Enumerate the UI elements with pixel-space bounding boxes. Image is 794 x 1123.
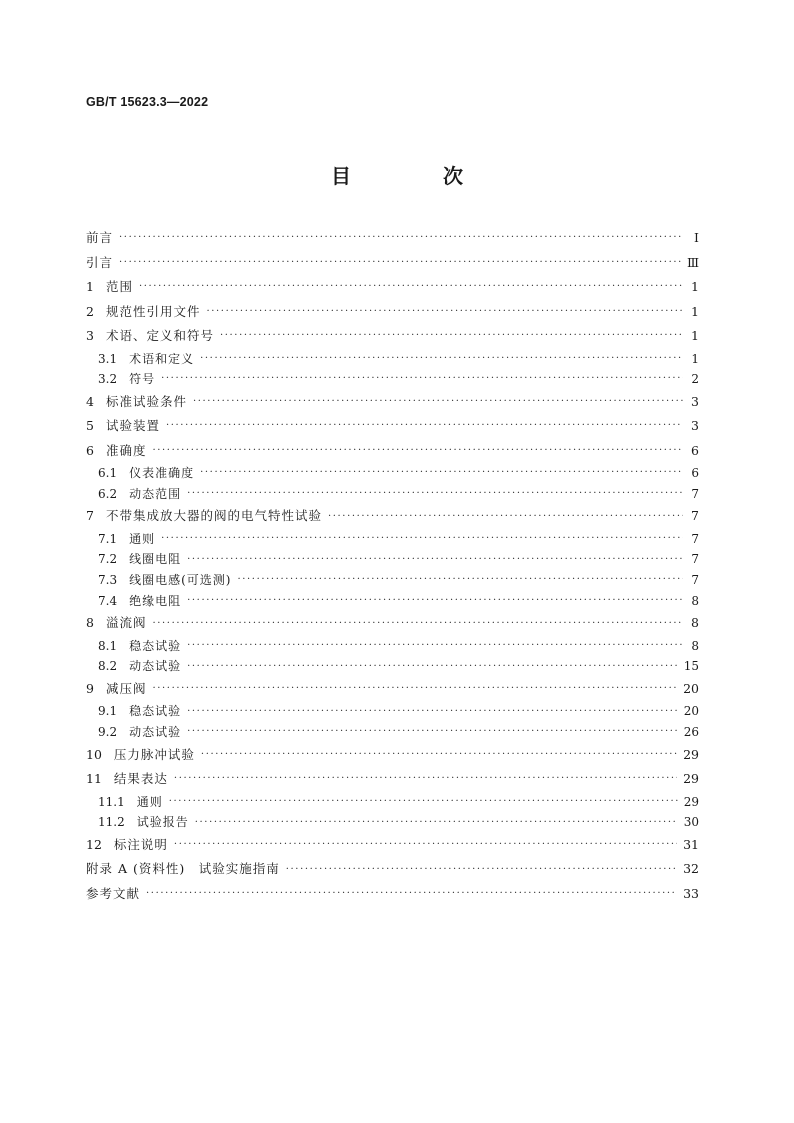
- toc-entry-label: 前言: [86, 230, 114, 245]
- toc-entry-number: 11.2: [98, 815, 125, 830]
- toc-entry-label: 试验装置: [105, 418, 160, 434]
- toc-entry-number: 6: [86, 442, 94, 458]
- dot-leader: [187, 591, 683, 611]
- dot-leader: [161, 529, 683, 549]
- dot-leader: [220, 326, 683, 346]
- toc-entry[interactable]: [86, 504, 699, 529]
- dot-leader: [195, 813, 678, 833]
- toc-entry[interactable]: [86, 656, 699, 677]
- toc-entry-label: 参考文献: [86, 885, 141, 901]
- toc-entry-page: 7: [691, 573, 699, 588]
- toc-entry[interactable]: [86, 463, 699, 484]
- toc-entry-page: Ⅰ: [694, 230, 699, 245]
- toc-entry[interactable]: [86, 812, 699, 833]
- dot-leader: [166, 416, 683, 436]
- toc-entry-page: 7: [691, 531, 699, 546]
- toc-entry-label: 减压阀: [105, 680, 147, 696]
- toc-entry[interactable]: [86, 439, 699, 464]
- toc-entry-label: 标注说明: [113, 836, 168, 852]
- toc-entry-page: 29: [683, 771, 699, 787]
- toc-entry[interactable]: [86, 636, 699, 657]
- document-code: GB/T 15623.3—2022: [86, 95, 209, 109]
- dot-leader: [169, 792, 678, 812]
- toc-entry-number: 7.1: [98, 531, 118, 546]
- toc-entry[interactable]: [86, 226, 699, 251]
- toc-entry-label: 溢流阀: [105, 615, 147, 631]
- toc-entry[interactable]: [86, 722, 699, 743]
- toc-entry-label: 稳态试验: [129, 704, 182, 719]
- toc-entry[interactable]: [86, 529, 699, 550]
- toc-entry-page: 26: [683, 725, 699, 740]
- dot-leader: [187, 484, 683, 504]
- toc-entry-label: 附录 A (资料性) 试验实施指南: [86, 861, 280, 877]
- toc-entry-label: 术语、定义和符号: [105, 328, 214, 343]
- toc-entry-page: 7: [691, 552, 699, 567]
- toc-entry-label: 绝缘电阻: [129, 593, 182, 608]
- toc-entry-number: 2: [86, 303, 94, 319]
- toc-entry[interactable]: [86, 677, 699, 702]
- toc-entry-page: 3: [691, 393, 699, 409]
- toc-entry-page: 29: [683, 794, 699, 809]
- toc-entry-page: 30: [683, 815, 699, 830]
- toc-entry-number: 3.1: [98, 351, 118, 366]
- toc-entry-page: 1: [691, 279, 699, 294]
- dot-leader: [174, 835, 677, 855]
- toc-entry-page: 20: [683, 680, 699, 696]
- toc-entry-label: 压力脉冲试验: [113, 746, 195, 762]
- toc-entry-number: 11.1: [98, 794, 125, 809]
- toc-entry-number: 6.2: [98, 486, 118, 501]
- toc-entry-label: 线圈电感(可选测): [129, 573, 232, 588]
- toc-entry-number: 3.2: [98, 372, 118, 387]
- dot-leader: [201, 745, 677, 765]
- toc-entry-number: 8.1: [98, 638, 118, 653]
- dot-leader: [237, 570, 683, 590]
- dot-leader: [200, 463, 683, 483]
- toc-entry-label: 规范性引用文件: [105, 303, 201, 319]
- toc-entry-page: 6: [691, 442, 699, 458]
- toc-entry[interactable]: [86, 275, 699, 300]
- toc-entry-label: 准确度: [105, 442, 147, 458]
- dot-leader: [200, 349, 683, 369]
- toc-entry-page: 1: [691, 303, 699, 319]
- toc-entry-number: 7: [86, 508, 94, 524]
- toc-entry-page: 33: [683, 885, 699, 901]
- table-of-contents: [86, 226, 699, 906]
- toc-entry-number: 8: [86, 615, 94, 631]
- toc-entry-label: 动态试验: [129, 725, 182, 740]
- dot-leader: [206, 302, 683, 322]
- dot-leader: [152, 679, 677, 699]
- toc-entry-label: 术语和定义: [129, 351, 195, 366]
- toc-entry-number: 5: [86, 418, 94, 434]
- toc-entry-page: 8: [691, 593, 699, 608]
- dot-leader: [152, 441, 683, 461]
- toc-entry-number: 9.1: [98, 704, 118, 719]
- dot-leader: [187, 636, 683, 656]
- toc-entry-label: 结果表达: [113, 771, 168, 787]
- dot-leader: [174, 769, 677, 789]
- dot-leader: [139, 277, 683, 297]
- toc-entry[interactable]: [86, 857, 699, 882]
- toc-entry[interactable]: [86, 251, 699, 276]
- toc-entry-label: 动态范围: [129, 486, 182, 501]
- toc-entry-number: 11: [86, 771, 102, 787]
- toc-entry-label: 动态试验: [129, 659, 182, 674]
- toc-entry-page: Ⅲ: [686, 254, 699, 270]
- toc-entry[interactable]: [86, 611, 699, 636]
- toc-entry-number: 4: [86, 393, 94, 409]
- toc-entry-page: 3: [691, 418, 699, 434]
- toc-entry-number: 7.2: [98, 552, 118, 567]
- toc-entry-number: 6.1: [98, 466, 118, 481]
- toc-entry-page: 32: [683, 861, 699, 877]
- dot-leader: [328, 507, 683, 527]
- toc-entry-label: 范围: [105, 279, 133, 294]
- toc-entry[interactable]: [86, 767, 699, 792]
- toc-entry[interactable]: [86, 549, 699, 570]
- toc-entry-page: 20: [683, 704, 699, 719]
- toc-entry-label: 仪表准确度: [129, 466, 195, 481]
- toc-entry-label: 线圈电阻: [129, 552, 182, 567]
- toc-entry-label: 稳态试验: [129, 638, 182, 653]
- toc-entry-number: 9.2: [98, 725, 118, 740]
- toc-entry-label: 通则: [136, 794, 163, 809]
- dot-leader: [119, 228, 683, 248]
- toc-entry-label: 引言: [86, 254, 114, 270]
- toc-entry-label: 标准试验条件: [105, 393, 187, 409]
- toc-entry-label: 通则: [129, 531, 156, 546]
- toc-entry[interactable]: [86, 743, 699, 768]
- toc-entry-label: 符号: [129, 372, 156, 387]
- toc-entry-page: 15: [683, 659, 699, 674]
- toc-entry-page: 8: [691, 638, 699, 653]
- toc-entry[interactable]: [86, 570, 699, 591]
- toc-entry-number: 12: [86, 836, 102, 852]
- toc-entry[interactable]: [86, 792, 699, 813]
- toc-entry-page: 31: [683, 836, 699, 852]
- dot-leader: [146, 884, 677, 904]
- dot-leader: [286, 860, 677, 880]
- toc-entry-page: 1: [691, 328, 699, 343]
- toc-title: 目 次: [331, 164, 499, 188]
- toc-entry[interactable]: [86, 484, 699, 505]
- toc-entry[interactable]: [86, 414, 699, 439]
- dot-leader: [119, 253, 681, 273]
- toc-entry[interactable]: [86, 369, 699, 390]
- toc-entry[interactable]: [86, 591, 699, 612]
- toc-entry-number: 10: [86, 746, 102, 762]
- toc-entry-number: 1: [86, 279, 94, 294]
- toc-entry-page: 2: [691, 372, 699, 387]
- toc-entry-page: 7: [691, 508, 699, 524]
- toc-entry[interactable]: [86, 349, 699, 370]
- toc-entry-number: 7.4: [98, 593, 118, 608]
- toc-entry-page: 8: [691, 615, 699, 631]
- toc-entry-page: 7: [691, 486, 699, 501]
- toc-entry-number: 9: [86, 680, 94, 696]
- dot-leader: [187, 722, 678, 742]
- toc-entry-label: 试验报告: [136, 815, 189, 830]
- toc-entry-number: 8.2: [98, 659, 118, 674]
- toc-entry-number: 7.3: [98, 573, 118, 588]
- toc-entry[interactable]: [86, 324, 699, 349]
- toc-entry[interactable]: [86, 833, 699, 858]
- dot-leader: [187, 702, 678, 722]
- dot-leader: [187, 657, 678, 677]
- toc-entry[interactable]: [86, 882, 699, 907]
- toc-entry-page: 1: [691, 351, 699, 366]
- dot-leader: [193, 392, 683, 412]
- toc-entry-label: 不带集成放大器的阀的电气特性试验: [105, 508, 322, 524]
- toc-entry[interactable]: [86, 701, 699, 722]
- dot-leader: [187, 550, 683, 570]
- toc-entry[interactable]: [86, 300, 699, 325]
- dot-leader: [152, 614, 683, 634]
- toc-entry-number: 3: [86, 328, 94, 343]
- dot-leader: [161, 369, 683, 389]
- toc-entry[interactable]: [86, 390, 699, 415]
- toc-entry-page: 29: [683, 746, 699, 762]
- toc-entry-page: 6: [691, 466, 699, 481]
